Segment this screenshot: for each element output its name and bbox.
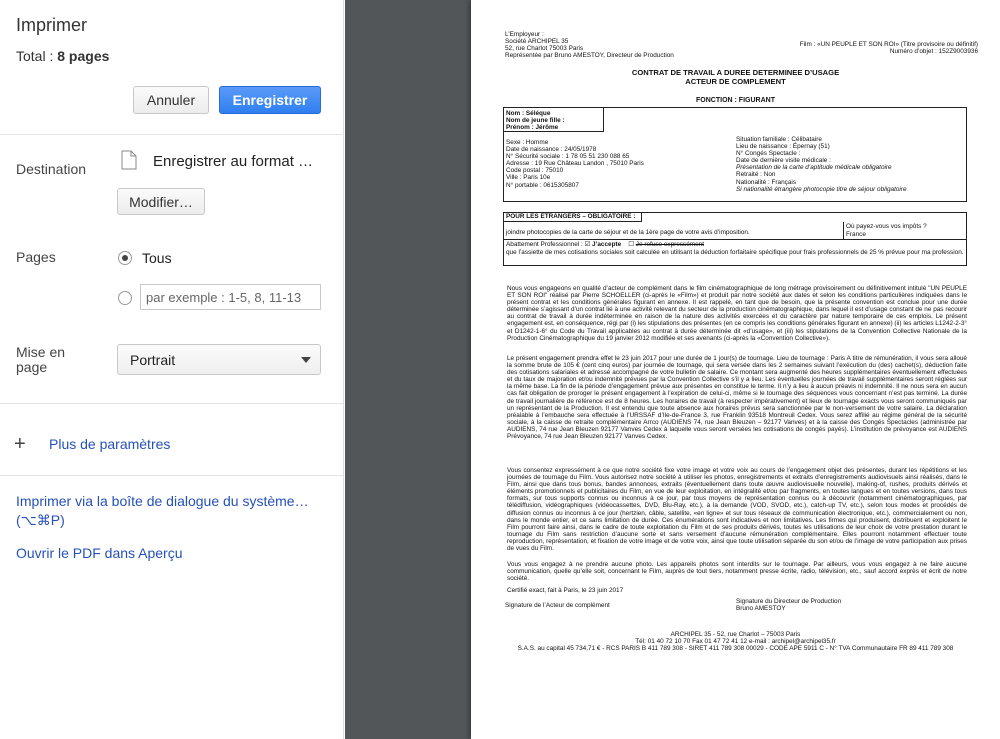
footer-line: ARCHIPEL 35 - 52, rue Charlot – 75003 Paris [670, 631, 801, 638]
contract-subtitle: ACTEUR DE COMPLEMENT [685, 77, 786, 86]
film-line: Numéro d’objet : 152Z9003936 [889, 48, 978, 56]
abatement-label: Abattement Professionnel : [506, 241, 583, 248]
foreigners-title: POUR LES ETRANGERS – OBLIGATOIRE : [504, 213, 642, 222]
name-line: Nom de jeune fille : [506, 117, 565, 125]
modify-destination-button[interactable]: Modifier… [117, 188, 205, 215]
film-line: Film : «UN PEUPLE ET SON ROI» (Titre provisoire ou définitif) [799, 41, 978, 48]
certified-line: Certifié exact, fait à Paris, le 23 juin 2017 [507, 587, 624, 594]
employer-block [505, 31, 674, 59]
plus-icon[interactable]: + [14, 433, 26, 455]
layout-select[interactable] [117, 344, 321, 375]
foreigners-text: joindre photocopies de la carte de séjour et de la 1ère page de votre avis d’imposition. [506, 229, 750, 236]
layout-label: Mise en page [16, 344, 66, 375]
personal-line: Si nationalité étrangère photocopie titre de séjour obligatoire [736, 185, 907, 193]
personal-line: Lieu de naissance : Épernay (51) [736, 143, 830, 151]
checkbox-icon: ☐ [622, 241, 635, 248]
personal-line: Nationalité : Français [736, 178, 797, 186]
personal-right [736, 136, 907, 193]
pages-range-input[interactable] [140, 284, 321, 310]
abatement-line [506, 241, 704, 248]
total-label: Total : [16, 48, 54, 64]
open-pdf-preview-link[interactable]: Ouvrir le PDF dans Aperçu [16, 545, 183, 561]
save-button[interactable]: Enregistrer [219, 86, 321, 114]
more-settings-link[interactable]: Plus de paramètres [49, 436, 171, 452]
personal-line: Date de dernière visite médicale : [736, 157, 831, 165]
checkbox-icon: ☑ [584, 241, 591, 248]
destination-label: Destination [16, 161, 87, 177]
destination-value: Enregistrer au format … [153, 153, 314, 170]
chevron-down-icon [301, 357, 311, 363]
employee-signature-label: Signature de l’Acteur de complément [505, 602, 610, 609]
personal-line: Code postal : 75010 [506, 167, 564, 175]
contract-paragraph: Vous vous engagez à ne prendre aucune photo. Les appareils photos sont interdits sur le tournage. Par ailleurs, vous vous engagez à ne faire aucune communication, quelle qu’elle soit, concernant le Film, auprès de tout tiers, notamment presse écrite, radio, télévision, etc., sauf accord exprès et écrit de notre société. [507, 561, 967, 583]
name-block [504, 108, 604, 132]
layout-value: Portrait [130, 352, 176, 368]
divider [0, 134, 344, 135]
function-title: FONCTION : FIGURANT [696, 97, 775, 104]
personal-line: N° portable : 0615305807 [506, 181, 579, 189]
page-total [16, 48, 109, 64]
personal-line: Date de naissance : 24/05/1978 [506, 146, 597, 154]
contract-paragraph: Vous consentez expressément à ce que notre société fixe votre image et votre voix au cours de l’engagement objet des présentes, durant les répétitions et les journées de tournage du Film. Vous autorisez notre société à utiliser les photos, enregistrements et extraits d’enregistrements audiovisuels ainsi réalisés, dans le Film, ainsi que dans tous bonus, bandes annonces, extraits (éventuellement dans toute œuvre audiovisuelle nouvelle), making-of, rushes, produits dérivés et éléments promotionnels et publicitaires du Film, en vue de leur exploitation, en intégralité et/ou par fragments, en toutes langues et en toutes versions, dans tous formats, sur tous supports connus ou inconnus à ce jour, par tous moyens de représentation connus ou à découvrir (notamment cinématographiques, par télédiffusion, vidéographiques (vidéocassettes, DVD, Blu-Ray, etc.), à la demande (VOD, SVOD, etc.), catch-up TV, etc.), selon tous modes et procédés de diffusion connus ou inconnus à ce jour (hertzien, câble, satellite, «en ligne» et sur tous réseaux de communication électronique, etc.), commercialement ou non, dans le monde entier, et ce sans limitation de durée. Ces énumérations sont indicatives et non limitatives. Les firmes qui produisent, distribuent et exploitent le Film pourront faire ainsi, dans le cadre de toute exploitation du Film et de ses produits dérivés, toutes les utilisations de leur choix de votre prestation durant le tournage du Film sans restriction d’aucune sorte et sans versement d’aucune rémunération complémentaire. Elles pourront notamment effectuer toute reproduction, représentation, et fixation de votre image et de votre voix, ainsi que toute utilisation séparée du son et/ou de l’image de votre participation aux prises de vues du Film. [507, 467, 967, 553]
employer-line: L’Employeur : [505, 31, 544, 38]
employer-line: Société ARCHIPEL 35 [505, 38, 569, 46]
personal-line: N° Sécurité sociale : 1 78 05 51 230 088 65 [506, 153, 630, 161]
total-value: 8 pages [57, 48, 110, 64]
system-dialog-link[interactable]: Imprimer via la boîte de dialogue du système… (⌥⌘P) [16, 493, 309, 528]
tax-answer: France [846, 231, 866, 238]
contract-paragraph: Le présent engagement prendra effet le 23 juin 2017 pour une durée de 1 jour(s) de tournage. Lieu de tournage : Paris A titre de rémunération, il vous sera alloué la somme brute de 105 € (cent cinq euros) par journée de tournage, qui sera versée dans les 2 semaines suivant l’exécution du (des) cachet(s), déduction faite des cotisations salariales et adressé accompagné de votre bulletin de salaire. Ce montant sera augmenté des heures supplémentaires éventuellement effectuées et du taux de majoration et/ou indemnité prévues par la Convention Collective s’il y a lieu. Les éventuelles journées de travail supplémentaires seront réglées sur la même base. La fin de la période d’engagement prévue aux présentes en constitue le terme. Il n’y a lieu à aucun préavis ni indemnité. Il ne nous sera en aucun cas fait obligation de proroger le présent engagement à l’expiration de celui-ci, même si le tournage des séquences vous concernant n’est pas terminé. La durée de travail journalière de référence est de 8 heures. Les horaires de travail (à respecter impérativement) et lieux de tournage exacts vous seront communiqués par un représentant de la Production. Il est entendu que toute absence aux horaires prévus sera sanctionnée par le non-versement de votre salaire. La déclaration préalable à l’embauche sera effectuée à l’URSSAF d’Ile-de-France 3, rue Franklin 93518 Montreuil Cedex. Vous serez affilié au régime général de la sécurité sociale, à la caisse de retraite complémentaire Arrco (AUDIENS 74, rue Jean Bleuzen – 92177 Vanves) et à la caisse des Congés Spectacles (administrée par AUDIENS, 74 rue Jean Bleuzen 92177 Vanves Cedex à laquelle vous seront versées les cotisations de congés payés). L’institution de prévoyance est AUDIENS Prévoyance, 74 rue Jean Bleuzen 92177 Vanves Cedex. [507, 355, 967, 441]
pages-label: Pages [16, 249, 56, 265]
personal-line: N° Congés Spectacle : [736, 150, 801, 158]
pages-range-radio[interactable] [118, 291, 132, 305]
director-signature-label: Signature du Directeur de Production [736, 598, 842, 605]
personal-line: Ville : Paris 10e [506, 174, 551, 182]
footer-line: S.A.S. au capital 45 734,71 € - RCS PARIS B 411 789 308 - SIRET 411 789 308 00029 - CODE APE 5911 C - N° TVA Communautaire FR 89 411 789 308 [517, 645, 954, 652]
cancel-button[interactable]: Annuler [133, 86, 209, 114]
footer-line: Tél: 01 40 72 10 70 Fax 01 47 72 41 12 e-mail : archipel@archipel35.fr [635, 638, 836, 645]
print-title: Imprimer [16, 15, 87, 35]
pages-all-label: Tous [142, 250, 172, 266]
print-sidebar [0, 0, 344, 739]
divider [504, 239, 967, 240]
divider [843, 222, 844, 239]
abatement-refuse: Je refuse expressément [635, 241, 704, 248]
divider [0, 475, 344, 476]
name-line: Nom : Séléque [506, 110, 551, 117]
document-page-preview[interactable] [471, 0, 1000, 739]
divider [0, 403, 344, 404]
abatement-accept: J’accepte [592, 241, 622, 248]
document-icon [121, 150, 137, 170]
contract-title: CONTRAT DE TRAVAIL A DUREE DETERMINEE D’USAGE [631, 68, 840, 77]
contract-paragraph: Nous vous engageons en qualité d’acteur de complément dans le film cinématographique de long métrage provisoirement ou définitivement intitulé "UN PEUPLE ET SON ROI" réalisé par Pierre SCHOELLER (ci-après le «Film») et produit par notre société aux dates et selon les conditions particulières indiquées dans le présent contrat et les conditions générales figurant en annexe. Il est rappelé, en tant que de besoin, que la présente convention est conclue pour une durée déterminée s’agissant d’un contrat lié à une activité relevant du secteur de la production cinématographique, dans lequel il est d’usage constant de ne pas recourir au contrat de travail à durée indéterminée en raison de la nature des activités exercées et du caractère par nature temporaire de ces emplois. Le présent engagement est, en conséquence, régi par (i) les stipulations des présentes (en ce compris les conditions générales figurant en annexe) (ii) les articles L1242-2-3° et D1242-1-6° du Code du Travail applicables au contrat à durée déterminée dit «d’usage», et (iii) les stipulations de la Convention Collective Nationale de la Production Cinématographique du 19 janvier 2012 modifiée et ses avenants (ci-après la «Convention Collective»). [507, 285, 967, 342]
personal-line: Adresse : 19 Rue Château Landon , 75010 Paris [506, 160, 644, 168]
abatement-text: que l’assiette de mes cotisations sociales soit calculée en utilisant la déduction forfaitaire spécifique pour frais professionnels de 25 % prévue pour ma profession. [506, 249, 964, 256]
employer-line: 52, rue Charlot 75003 Paris [505, 45, 584, 53]
personal-line: Retraité : Non [736, 171, 776, 179]
pages-all-radio[interactable] [118, 251, 132, 265]
name-line: Prénom : Jérôme [506, 124, 559, 132]
personal-line: Sexe : Homme [506, 139, 549, 146]
tax-question: Où payez-vous vos impôts ? [846, 223, 927, 230]
employer-line: Représentée par Bruno AMESTOY, Directeur de Production [505, 52, 674, 60]
personal-left [506, 139, 644, 189]
director-name: Bruno AMESTOY [736, 605, 786, 612]
personal-line: Situation familiale : Célibataire [736, 136, 822, 143]
film-block [800, 41, 978, 55]
personal-line: Présentation de la carte d’aptitude médicale obligatoire [736, 164, 892, 172]
